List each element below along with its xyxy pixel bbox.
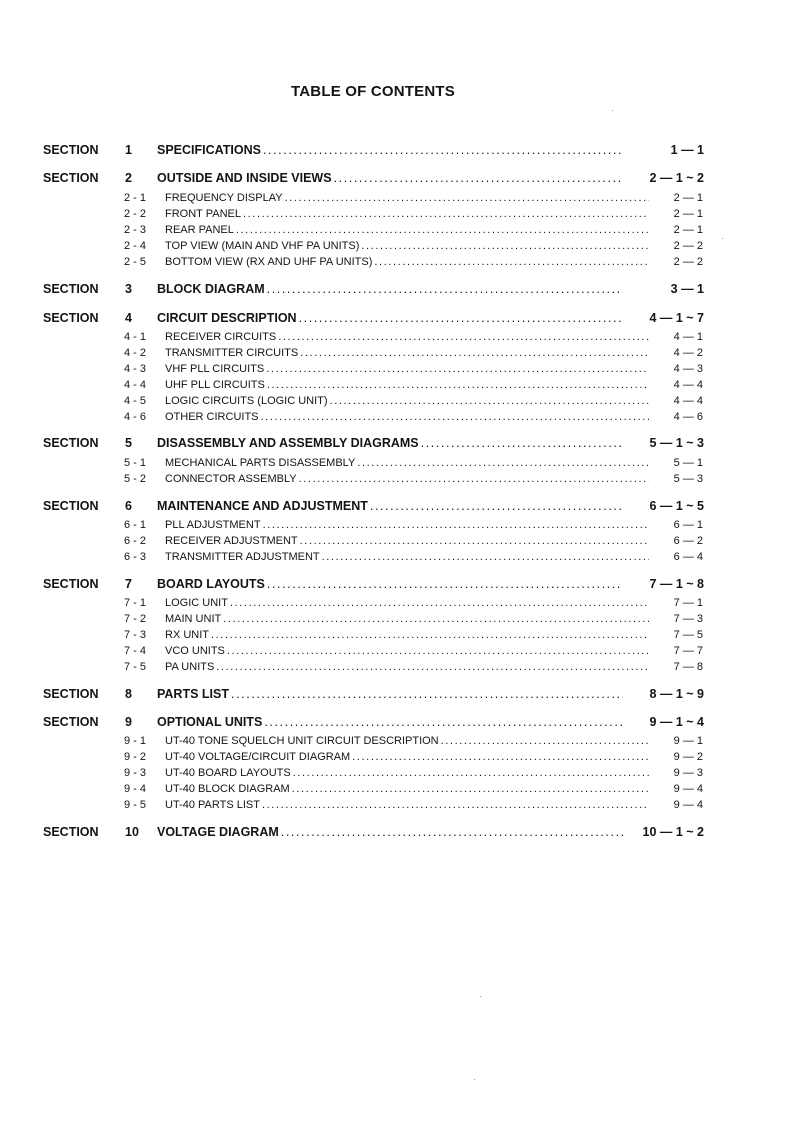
dot-leader: [264, 715, 623, 729]
subsection-page: 6 — 2: [673, 534, 703, 547]
dot-leader: [216, 661, 649, 673]
subsection-page: 7 — 8: [673, 660, 703, 673]
subsection-title: TOP VIEW (MAIN AND VHF PA UNITS): [165, 239, 360, 252]
toc-subsection-row: [0, 597, 794, 613]
subsection-page: 6 — 4: [673, 550, 703, 563]
subsection-page: 6 — 1: [673, 519, 703, 531]
section-page: 9 — 1 ~ 4: [649, 715, 704, 729]
dot-leader: [299, 473, 649, 485]
subsection-title: FREQUENCY DISPLAY: [165, 192, 283, 204]
subsection-title: REAR PANEL: [165, 223, 234, 236]
subsection-title-leader: [165, 751, 649, 763]
section-number: 9: [125, 715, 132, 729]
subsection-number: 9 - 3: [124, 766, 147, 779]
toc-subsection-row: [0, 767, 794, 783]
section-number: 3: [125, 282, 132, 296]
subsection-title: UT-40 TONE SQUELCH UNIT CIRCUIT DESCRIPTION: [165, 735, 439, 747]
subsection-page: 4 — 4: [673, 378, 703, 391]
section-label: SECTION: [43, 687, 99, 701]
toc-subsection-row: [0, 411, 794, 427]
section-number: 7: [125, 577, 132, 591]
subsection-title: MAIN UNIT: [165, 612, 222, 625]
section-label: SECTION: [43, 715, 99, 729]
subsection-title-leader: [165, 208, 649, 220]
section-page: 8 — 1 ~ 9: [649, 687, 704, 701]
subsection-page: 9 — 4: [673, 782, 703, 795]
section-title-leader: [157, 311, 623, 325]
dot-leader: [263, 519, 649, 531]
section-title-leader: [157, 499, 623, 513]
dot-leader: [267, 379, 649, 391]
section-title: CIRCUIT DESCRIPTION: [157, 311, 297, 325]
section-title: PARTS LIST: [157, 687, 229, 701]
section-title-leader: [157, 282, 623, 296]
subsection-number: 2 - 5: [124, 255, 147, 268]
subsection-title: VCO UNITS: [165, 644, 225, 657]
section-number: 5: [125, 436, 132, 450]
scan-speck: [480, 996, 481, 997]
section-page: 10 — 1 ~ 2: [642, 825, 704, 839]
subsection-title-leader: [165, 379, 649, 391]
toc-subsection-row: [0, 347, 794, 363]
subsection-title-leader: [165, 783, 649, 795]
dot-leader: [374, 256, 649, 268]
toc-subsection-row: [0, 473, 794, 489]
subsection-number: 2 - 2: [124, 207, 147, 220]
subsection-number: 7 - 3: [124, 628, 147, 641]
section-label: SECTION: [43, 282, 99, 296]
subsection-page: 7 — 5: [673, 628, 703, 641]
section-page: 6 — 1 ~ 5: [649, 499, 704, 513]
section-page: 2 — 1 ~ 2: [649, 171, 704, 185]
section-page: 5 — 1 ~ 3: [649, 436, 704, 450]
subsection-page: 5 — 3: [673, 472, 703, 485]
subsection-title-leader: [165, 629, 649, 641]
subsection-page: 2 — 2: [673, 239, 703, 252]
dot-leader: [267, 282, 623, 296]
subsection-number: 4 - 6: [124, 410, 147, 423]
subsection-page: 4 — 4: [673, 394, 703, 407]
subsection-page: 9 — 1: [673, 735, 703, 747]
dot-leader: [227, 645, 649, 657]
subsection-number: 4 - 5: [124, 394, 147, 407]
subsection-page: 2 — 1: [673, 192, 703, 204]
toc-subsection-row: [0, 519, 794, 535]
dot-leader: [231, 687, 623, 701]
section-title: OUTSIDE AND INSIDE VIEWS: [157, 171, 332, 185]
toc-subsection-row: [0, 661, 794, 677]
section-title: BOARD LAYOUTS: [157, 577, 265, 591]
section-page: 4 — 1 ~ 7: [649, 311, 704, 325]
dot-leader: [370, 499, 623, 513]
dot-leader: [263, 143, 623, 157]
dot-leader: [300, 535, 649, 547]
section-title-leader: [157, 436, 623, 450]
subsection-page: 9 — 3: [673, 766, 703, 779]
dot-leader: [262, 799, 649, 811]
subsection-title: RECEIVER CIRCUITS: [165, 331, 277, 343]
dot-leader: [281, 825, 623, 839]
section-title: MAINTENANCE AND ADJUSTMENT: [157, 499, 368, 513]
subsection-title: PA UNITS: [165, 660, 215, 673]
dot-leader: [285, 192, 649, 204]
subsection-title-leader: [165, 411, 649, 423]
subsection-number: 7 - 4: [124, 644, 147, 657]
subsection-title: RECEIVER ADJUSTMENT: [165, 534, 298, 547]
section-title-leader: [157, 715, 623, 729]
subsection-title: LOGIC CIRCUITS (LOGIC UNIT): [165, 394, 328, 407]
toc-section-row: [0, 143, 794, 159]
section-label: SECTION: [43, 825, 99, 839]
dot-leader: [299, 311, 623, 325]
dot-leader: [330, 395, 649, 407]
toc-subsection-row: [0, 224, 794, 240]
subsection-number: 4 - 2: [124, 346, 147, 359]
toc-subsection-row: [0, 613, 794, 629]
subsection-title-leader: [165, 347, 649, 359]
section-number: 6: [125, 499, 132, 513]
dot-leader: [352, 751, 649, 763]
section-page: 1 — 1: [670, 143, 704, 157]
section-number: 2: [125, 171, 132, 185]
toc-subsection-row: [0, 645, 794, 661]
subsection-title-leader: [165, 519, 649, 531]
dot-leader: [421, 436, 623, 450]
section-number: 1: [125, 143, 132, 157]
subsection-number: 2 - 1: [124, 192, 147, 204]
dot-leader: [278, 331, 649, 343]
subsection-title: UHF PLL CIRCUITS: [165, 378, 265, 391]
subsection-title-leader: [165, 473, 649, 485]
subsection-title: TRANSMITTER CIRCUITS: [165, 346, 299, 359]
toc-subsection-row: [0, 395, 794, 411]
dot-leader: [441, 735, 649, 747]
dot-leader: [293, 767, 649, 779]
subsection-title: OTHER CIRCUITS: [165, 410, 259, 423]
subsection-page: 9 — 4: [673, 798, 703, 811]
scan-speck: [722, 238, 723, 239]
toc-subsection-row: [0, 551, 794, 567]
toc-section-row: [0, 687, 794, 703]
toc-subsection-row: [0, 783, 794, 799]
toc-subsection-row: [0, 629, 794, 645]
toc-subsection-row: [0, 735, 794, 751]
section-title: VOLTAGE DIAGRAM: [157, 825, 279, 839]
section-title: DISASSEMBLY AND ASSEMBLY DIAGRAMS: [157, 436, 419, 450]
subsection-title-leader: [165, 395, 649, 407]
dot-leader: [243, 208, 649, 220]
subsection-title: RX UNIT: [165, 628, 209, 641]
section-label: SECTION: [43, 499, 99, 513]
section-title-leader: [157, 577, 623, 591]
subsection-title: TRANSMITTER ADJUSTMENT: [165, 550, 320, 563]
scan-speck: [474, 1079, 475, 1080]
dot-leader: [292, 783, 649, 795]
subsection-title-leader: [165, 363, 649, 375]
toc-section-row: [0, 436, 794, 452]
dot-leader: [211, 629, 649, 641]
section-page: 3 — 1: [670, 282, 704, 296]
subsection-page: 2 — 1: [673, 223, 703, 236]
subsection-number: 6 - 3: [124, 550, 147, 563]
subsection-title-leader: [165, 240, 649, 252]
subsection-title: UT-40 PARTS LIST: [165, 798, 260, 811]
dot-leader: [236, 224, 649, 236]
subsection-page: 5 — 1: [673, 457, 703, 469]
subsection-title-leader: [165, 535, 649, 547]
section-title: SPECIFICATIONS: [157, 143, 261, 157]
toc-subsection-row: [0, 192, 794, 208]
subsection-number: 6 - 1: [124, 519, 147, 531]
subsection-page: 7 — 1: [673, 597, 703, 609]
page-title: TABLE OF CONTENTS: [291, 83, 455, 100]
subsection-page: 4 — 3: [673, 362, 703, 375]
toc-subsection-row: [0, 256, 794, 272]
dot-leader: [261, 411, 650, 423]
subsection-page: 2 — 2: [673, 255, 703, 268]
subsection-page: 7 — 3: [673, 612, 703, 625]
subsection-page: 4 — 6: [673, 410, 703, 423]
dot-leader: [223, 613, 649, 625]
subsection-title-leader: [165, 551, 649, 563]
subsection-page: 9 — 2: [673, 750, 703, 763]
toc-section-row: [0, 577, 794, 593]
section-title: BLOCK DIAGRAM: [157, 282, 265, 296]
toc-subsection-row: [0, 208, 794, 224]
toc-section-row: [0, 282, 794, 298]
toc-subsection-row: [0, 751, 794, 767]
toc-subsection-row: [0, 379, 794, 395]
section-number: 10: [125, 825, 139, 839]
subsection-title: MECHANICAL PARTS DISASSEMBLY: [165, 457, 356, 469]
subsection-title-leader: [165, 613, 649, 625]
dot-leader: [322, 551, 649, 563]
subsection-number: 9 - 5: [124, 798, 147, 811]
section-title-leader: [157, 143, 623, 157]
toc-subsection-row: [0, 457, 794, 473]
section-label: SECTION: [43, 436, 99, 450]
toc-subsection-row: [0, 240, 794, 256]
subsection-title-leader: [165, 597, 649, 609]
subsection-number: 9 - 2: [124, 750, 147, 763]
subsection-title-leader: [165, 799, 649, 811]
subsection-number: 4 - 4: [124, 378, 147, 391]
toc-section-row: [0, 715, 794, 731]
subsection-title-leader: [165, 256, 649, 268]
subsection-number: 7 - 5: [124, 660, 147, 673]
subsection-number: 9 - 1: [124, 735, 147, 747]
subsection-title: BOTTOM VIEW (RX AND UHF PA UNITS): [165, 255, 373, 268]
toc-section-row: [0, 311, 794, 327]
subsection-number: 7 - 2: [124, 612, 147, 625]
section-title-leader: [157, 687, 623, 701]
subsection-title: UT-40 BOARD LAYOUTS: [165, 766, 291, 779]
subsection-title-leader: [165, 645, 649, 657]
section-label: SECTION: [43, 143, 99, 157]
subsection-title: UT-40 VOLTAGE/CIRCUIT DIAGRAM: [165, 750, 351, 763]
toc-section-row: [0, 499, 794, 515]
subsection-title-leader: [165, 331, 649, 343]
dot-leader: [361, 240, 649, 252]
section-title: OPTIONAL UNITS: [157, 715, 263, 729]
subsection-number: 4 - 1: [124, 331, 147, 343]
subsection-number: 2 - 4: [124, 239, 147, 252]
subsection-page: 2 — 1: [673, 207, 703, 220]
section-title-leader: [157, 171, 623, 185]
toc-subsection-row: [0, 535, 794, 551]
toc-subsection-row: [0, 363, 794, 379]
subsection-title: PLL ADJUSTMENT: [165, 519, 261, 531]
toc-subsection-row: [0, 799, 794, 815]
subsection-number: 4 - 3: [124, 362, 147, 375]
subsection-number: 2 - 3: [124, 223, 147, 236]
subsection-number: 6 - 2: [124, 534, 147, 547]
subsection-title: LOGIC UNIT: [165, 597, 228, 609]
subsection-title-leader: [165, 457, 649, 469]
subsection-title-leader: [165, 192, 649, 204]
subsection-title-leader: [165, 735, 649, 747]
dot-leader: [230, 597, 649, 609]
subsection-title-leader: [165, 661, 649, 673]
section-label: SECTION: [43, 311, 99, 325]
subsection-page: 4 — 1: [673, 331, 703, 343]
subsection-title-leader: [165, 767, 649, 779]
subsection-title: CONNECTOR ASSEMBLY: [165, 472, 297, 485]
toc-subsection-row: [0, 331, 794, 347]
toc-section-row: [0, 171, 794, 187]
subsection-number: 5 - 1: [124, 457, 147, 469]
dot-leader: [267, 577, 623, 591]
subsection-title: FRONT PANEL: [165, 207, 241, 220]
subsection-page: 4 — 2: [673, 346, 703, 359]
section-label: SECTION: [43, 577, 99, 591]
subsection-number: 9 - 4: [124, 782, 147, 795]
subsection-title: VHF PLL CIRCUITS: [165, 362, 265, 375]
scan-speck: [612, 110, 613, 111]
dot-leader: [334, 171, 623, 185]
dot-leader: [357, 457, 649, 469]
dot-leader: [300, 347, 649, 359]
dot-leader: [266, 363, 649, 375]
subsection-title-leader: [165, 224, 649, 236]
section-number: 4: [125, 311, 132, 325]
subsection-number: 5 - 2: [124, 472, 147, 485]
subsection-title: UT-40 BLOCK DIAGRAM: [165, 782, 290, 795]
subsection-number: 7 - 1: [124, 597, 147, 609]
toc-section-row: [0, 825, 794, 841]
subsection-page: 7 — 7: [673, 644, 703, 657]
section-number: 8: [125, 687, 132, 701]
section-label: SECTION: [43, 171, 99, 185]
section-page: 7 — 1 ~ 8: [649, 577, 704, 591]
section-title-leader: [157, 825, 623, 839]
